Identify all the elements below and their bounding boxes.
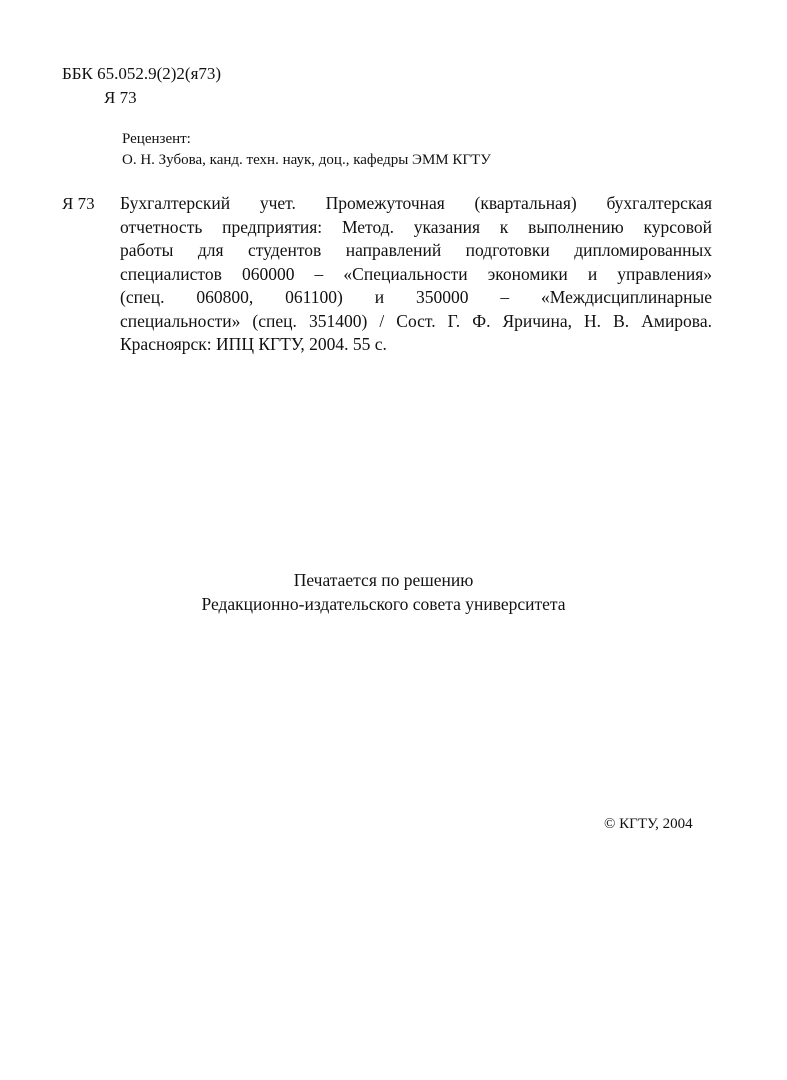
annotation-line: отчетность предприятия: Метод. указания к выполнению курсовой <box>120 216 712 237</box>
bbk-code: ББК 65.052.9(2)2(я73) <box>62 64 222 83</box>
bibliographic-annotation <box>120 192 712 357</box>
annotation-line: Красноярск: ИПЦ КГТУ, 2004. 55 с. <box>120 334 387 354</box>
annotation-line: специалистов 060000 – «Специальности экономики и управления» <box>120 263 712 284</box>
reviewer-label: Рецензент: <box>122 131 191 147</box>
reviewer-name: О. Н. Зубова, канд. техн. наук, доц., кафедры ЭММ КГТУ <box>122 152 491 168</box>
print-approval-line-1: Печатается по решению <box>293 570 474 590</box>
bbk-author-mark: Я 73 <box>104 88 137 107</box>
annotation-line: (спец. 060800, 061100) и 350000 – «Междисциплинарные <box>120 287 712 307</box>
print-approval-line-2: Редакционно-издательского совета университета <box>201 594 566 614</box>
copyright-notice: © КГТУ, 2004 <box>604 816 693 832</box>
annotation-line: специальности» (спец. 351400) / Сост. Г. Ф. Яричина, Н. В. Амирова. <box>120 310 712 331</box>
annotation-line: Бухгалтерский учет. Промежуточная (квартальная) бухгалтерская <box>120 193 712 213</box>
annotation-line: работы для студентов направлений подготовки дипломированных <box>120 240 712 260</box>
entry-author-mark: Я 73 <box>62 194 95 213</box>
